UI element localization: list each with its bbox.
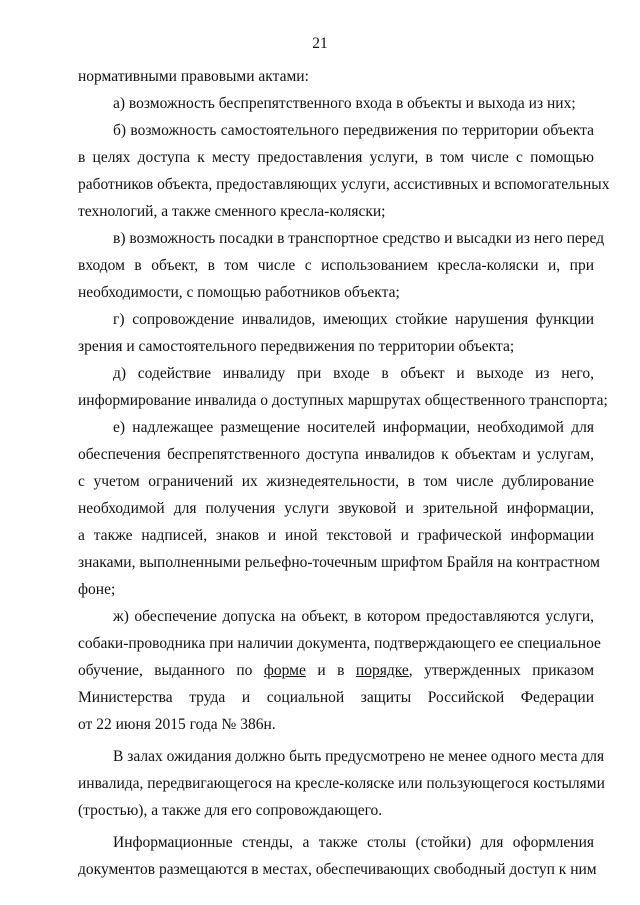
text-line: знаками, выполненными рельефно-точечным шрифтом Брайля на контрастном [78, 554, 600, 571]
text-line: от 22 июня 2015 года № 386н. [78, 716, 276, 733]
text-line: инвалида, передвигающегося на кресле-коляске или пользующегося костылями [78, 775, 605, 792]
text-line: технологий, а также сменного кресла-коляски; [78, 203, 386, 220]
text-line: а также надписей, знаков и иной текстовой и графической информации [78, 527, 594, 544]
text-line: фоне; [78, 581, 116, 598]
page-number: 21 [312, 35, 328, 52]
procedure-link[interactable]: порядке [355, 662, 409, 679]
text-line: обеспечения беспрепятственного доступа инвалидов к объектам и услугам, [78, 446, 594, 463]
text-line: д) содействие инвалиду при входе в объект и выходе из него, [113, 365, 594, 382]
text-line: Министерства труда и социальной защиты Российской Федерации [78, 689, 594, 706]
text-line: с учетом ограничений их жизнедеятельности, в том числе дублирование [78, 473, 594, 490]
text-line: зрения и самостоятельного передвижения по территории объекта; [78, 338, 515, 355]
text-line: собаки-проводника при наличии документа, подтверждающего ее специальное [78, 635, 601, 652]
text-line: В залах ожидания должно быть предусмотрено не менее одного места для [113, 748, 605, 765]
text-line: г) сопровождение инвалидов, имеющих стойкие нарушения функции [113, 311, 594, 328]
text-line: необходимости, с помощью работников объекта; [78, 284, 400, 301]
text-line: б) возможность самостоятельного передвижения по территории объекта [113, 122, 594, 139]
text-line: а) возможность беспрепятственного входа в объекты и выхода из них; [113, 95, 576, 112]
text-line: в целях доступа к месту предоставления услуги, в том числе с помощью [78, 149, 594, 166]
text-line: входом в объект, в том числе с использованием кресла-коляски и, при [78, 257, 594, 274]
text-line: нормативными правовыми актами: [78, 68, 309, 85]
form-link[interactable]: форме [263, 662, 306, 679]
text-line: в) возможность посадки в транспортное средство и высадки из него перед [113, 230, 605, 247]
text-line: ж) обеспечение допуска на объект, в котором предоставляются услуги, [113, 608, 594, 625]
text-line: Информационные стенды, а также столы (стойки) для оформления [113, 834, 594, 851]
text-line: (тростью), а также для его сопровождающего. [78, 802, 383, 819]
text-fragment: и в [305, 662, 356, 679]
text-line: необходимой для получения услуги звуковой и зрительной информации, [78, 500, 594, 517]
text-line-with-links [78, 657, 594, 684]
text-fragment: обучение, выданного по [78, 662, 264, 679]
document-body [78, 63, 610, 883]
text-line: е) надлежащее размещение носителей информации, необходимой для [113, 419, 594, 436]
text-line: работников объекта, предоставляющих услуги, ассистивных и вспомогательных [78, 176, 610, 193]
text-line: информирование инвалида о доступных маршрутах общественного транспорта; [78, 392, 608, 409]
text-fragment: , утвержденных приказом [408, 662, 594, 679]
text-line: документов размещаются в местах, обеспечивающих свободный доступ к ним [78, 861, 597, 878]
